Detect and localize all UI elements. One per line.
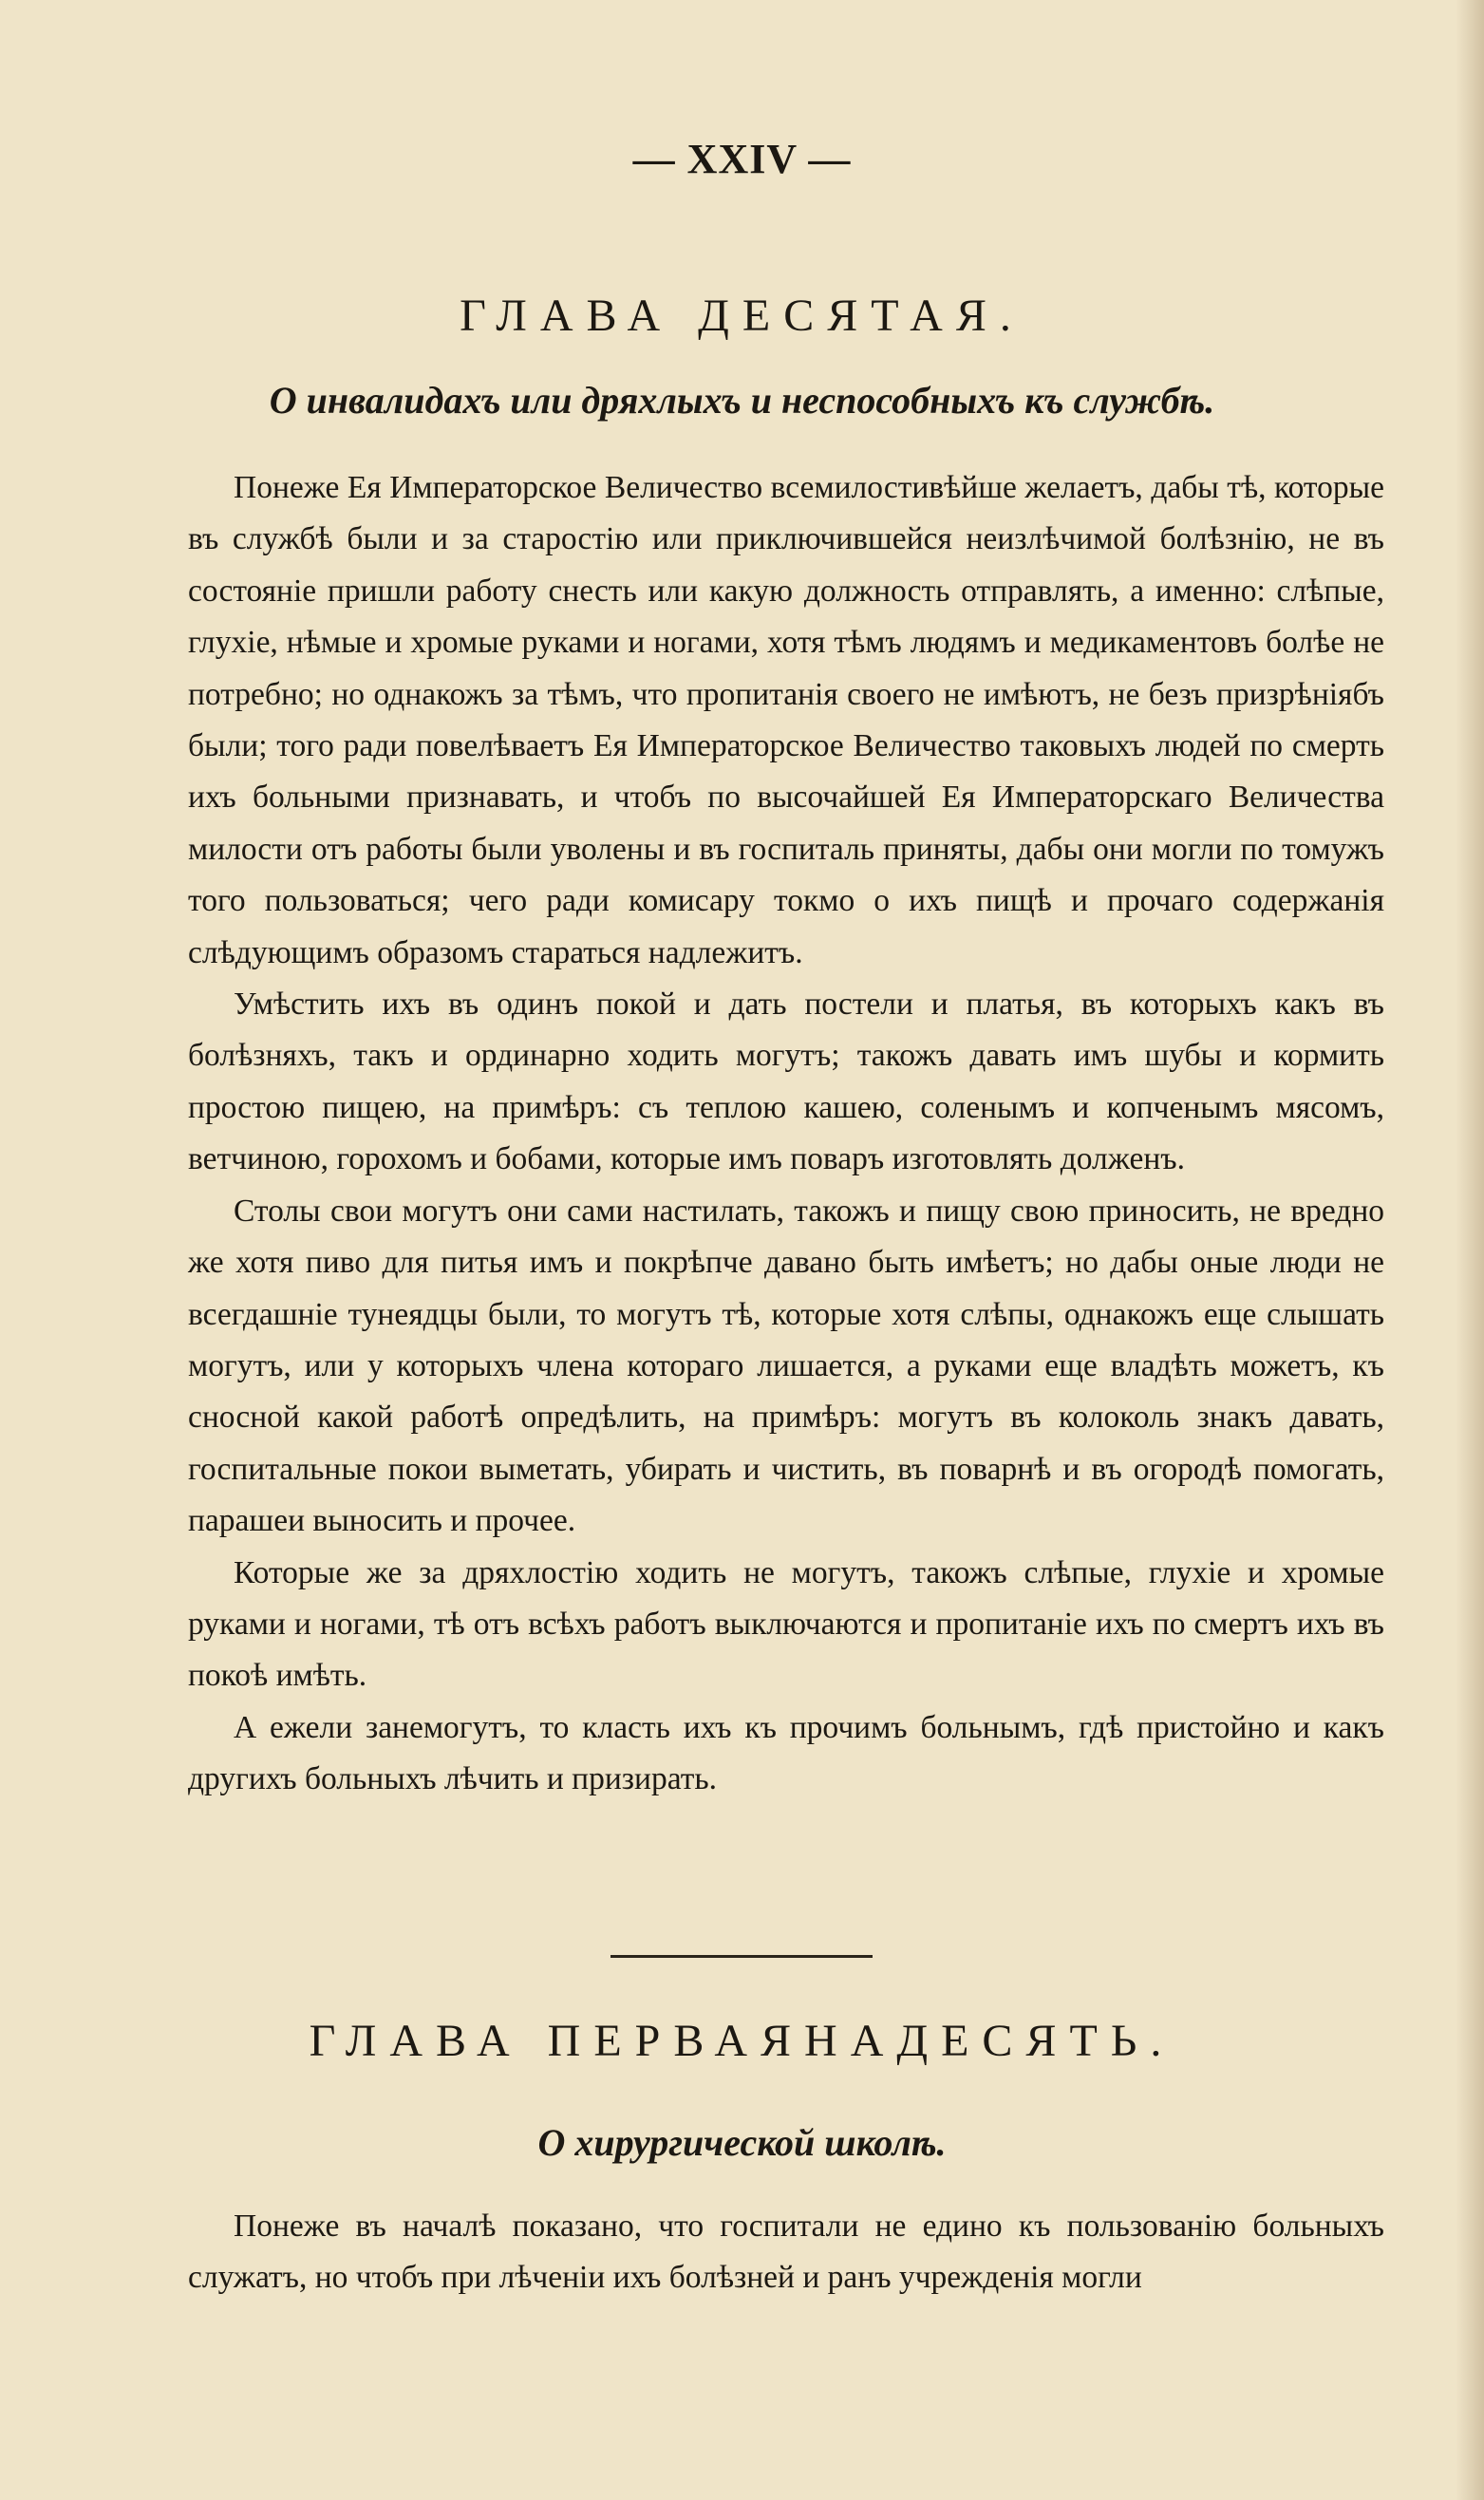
chapter-11-paragraph-1: Понеже въ началѣ показано, что госпитали не едино къ пользованію больныхъ служатъ, но чтобъ при лѣченіи ихъ болѣзней и ранъ учрежденія могли bbox=[188, 2209, 1384, 2296]
chapter-10-paragraph-3: Столы свои могутъ они сами настилать, такожъ и пищу свою приносить, не вредно же хотя пиво для питья имъ и покрѣпче давано быть имѣетъ; но дабы оные люди не всегдашніе тунеядцы были, то могутъ тѣ, которые хотя слѣпы, однакожъ еще слышать могутъ, или у которыхъ члена котораго лишается, а руками еще владѣть можетъ, къ сносной какой работѣ опредѣлить, на примѣръ: могутъ въ колоколь знакъ давать, госпитальные покои выметать, убирать и чистить, въ поварнѣ и въ огородѣ помогать, парашеи выносить и прочее. bbox=[188, 1193, 1384, 1539]
chapter-10-title: ГЛАВА ДЕСЯТАЯ. bbox=[460, 291, 1024, 341]
chapter-10-paragraph-4: Которые же за дряхлостію ходить не могутъ, такожъ слѣпые, глухіе и хромые руками и ногами, тѣ отъ всѣхъ работъ выключаются и пропитаніе ихъ по смертъ ихъ въ покоѣ имѣть. bbox=[188, 1554, 1384, 1694]
chapter-10-body bbox=[188, 462, 1384, 1806]
chapter-10-paragraph-1: Понеже Ея Императорское Величество всемилостивѣйше желаетъ, дабы тѣ, которые въ службѣ были и за старостію или приключившейся неизлѣчимой болѣзнію, не въ состояніе пришли работу снесть или какую должность отправлять, а именно: слѣпые, глухіе, нѣмые и хромые руками и ногами, хотя тѣмъ людямъ и медикаментовъ болѣе не потребно; но однакожъ за тѣмъ, что пропитанія своего не имѣютъ, не безъ призрѣніябъ были; того ради повелѣваетъ Ея Императорское Величество таковыхъ людей по смерть ихъ больными признавать, и чтобъ по высочайшей Ея Императорскаго Величества милости отъ работы были уволены и въ госпиталь приняты, дабы они могли по томужъ того пользоваться; чего ради комисару токмо о ихъ пищѣ и прочаго содержанія слѣдующимъ образомъ стараться надлежитъ. bbox=[188, 470, 1384, 970]
chapter-11-title: ГЛАВА ПЕРВАЯНАДЕСЯТЬ. bbox=[309, 2016, 1175, 2066]
chapter-11-body bbox=[188, 2201, 1384, 2304]
section-separator bbox=[611, 1955, 873, 1958]
chapter-10-paragraph-5: А ежели занемогутъ, то класть ихъ къ прочимъ больнымъ, гдѣ пристойно и какъ другихъ больныхъ лѣчить и призирать. bbox=[188, 1709, 1384, 1797]
chapter-10-subtitle: О инвалидахъ или дряхлыхъ и неспособныхъ къ службѣ. bbox=[269, 379, 1215, 422]
chapter-10-paragraph-2: Умѣстить ихъ въ одинъ покой и дать постели и платья, въ которыхъ какъ въ болѣзняхъ, такъ и ординарно ходить могутъ; такожъ давать имъ шубы и кормить простою пищею, на примѣръ: съ теплою кашею, соленымъ и копченымъ мясомъ, ветчиною, горохомъ и бобами, которые имъ поваръ изготовлять долженъ. bbox=[188, 987, 1384, 1177]
page-number: — XXIV — bbox=[632, 136, 852, 182]
chapter-11-subtitle: О хирургической школѣ. bbox=[537, 2121, 947, 2164]
